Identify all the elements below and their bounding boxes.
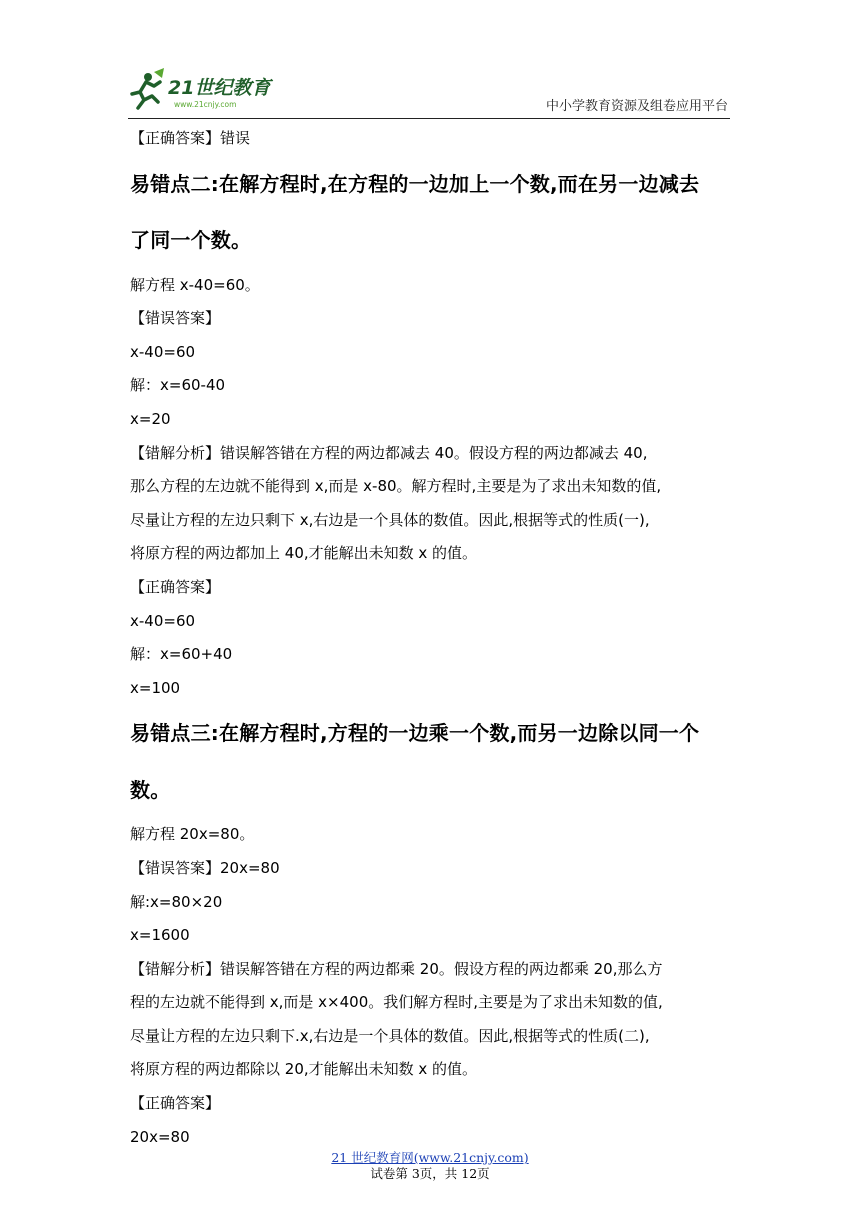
text-line: 解:x=80×20 [130, 892, 223, 911]
section-heading: 了同一个数。 [130, 228, 252, 253]
text-line: 解：x=60+40 [130, 645, 233, 664]
text-line: 尽量让方程的左边只剩下 x,右边是一个具体的数值。因此,根据等式的性质(一), [130, 510, 650, 529]
text-line: x=20 [130, 409, 171, 428]
text-line: 【正确答案】 [130, 1094, 221, 1113]
text-line: x=1600 [130, 926, 190, 945]
logo [128, 66, 288, 114]
text-line: 【正确答案】 [130, 577, 221, 596]
text-line: 【正确答案】错误 [130, 129, 251, 147]
section-heading: 易错点二:在解方程时,在方程的一边加上一个数,而在另一边减去 [130, 171, 700, 196]
logo-text: 21世纪教育 [168, 77, 271, 99]
text-line: 尽量让方程的左边只剩下.x,右边是一个具体的数值。因此,根据等式的性质(二), [130, 1026, 650, 1045]
text-line: 那么方程的左边就不能得到 x,而是 x-80。解方程时,主要是为了求出未知数的值, [130, 477, 662, 496]
text-line: 将原方程的两边都除以 20,才能解出未知数 x 的值。 [130, 1060, 478, 1079]
text-line: 【错误答案】 [130, 309, 221, 328]
page-header [128, 66, 730, 119]
text-line: 20x=80 [130, 1127, 190, 1146]
logo-url: www.21cnjy.com [174, 100, 237, 109]
text-line: 解：x=60-40 [130, 376, 226, 395]
text-line: 【错解分析】错误解答错在方程的两边都乘 20。假设方程的两边都乘 20,那么方 [130, 959, 663, 978]
runner-icon [132, 68, 164, 108]
text-line: 解方程 x-40=60。 [130, 275, 260, 294]
site-link[interactable]: 21 世纪教育网(www.21cnjy.com) [331, 1150, 529, 1165]
section-heading: 易错点三:在解方程时,方程的一边乘一个数,而另一边除以同一个 [130, 721, 700, 746]
text-line: x-40=60 [130, 611, 196, 630]
document-body [130, 122, 735, 1154]
section-heading: 数。 [130, 777, 171, 802]
text-line: 程的左边就不能得到 x,而是 x×400。我们解方程时,主要是为了求出未知数的值, [130, 993, 663, 1012]
page-number: 试卷第 3页，共 12页 [370, 1166, 490, 1181]
text-line: x=100 [130, 678, 181, 697]
text-line: 【错误答案】20x=80 [130, 858, 280, 877]
platform-name: 中小学教育资源及组卷应用平台 [545, 99, 728, 114]
text-line: 解方程 20x=80。 [130, 825, 255, 844]
text-line: 将原方程的两边都加上 40,才能解出未知数 x 的值。 [130, 544, 478, 563]
text-line: 【错解分析】错误解答错在方程的两边都减去 40。假设方程的两边都减去 40, [130, 443, 648, 462]
page-footer [0, 1150, 860, 1182]
text-line: x-40=60 [130, 342, 196, 361]
